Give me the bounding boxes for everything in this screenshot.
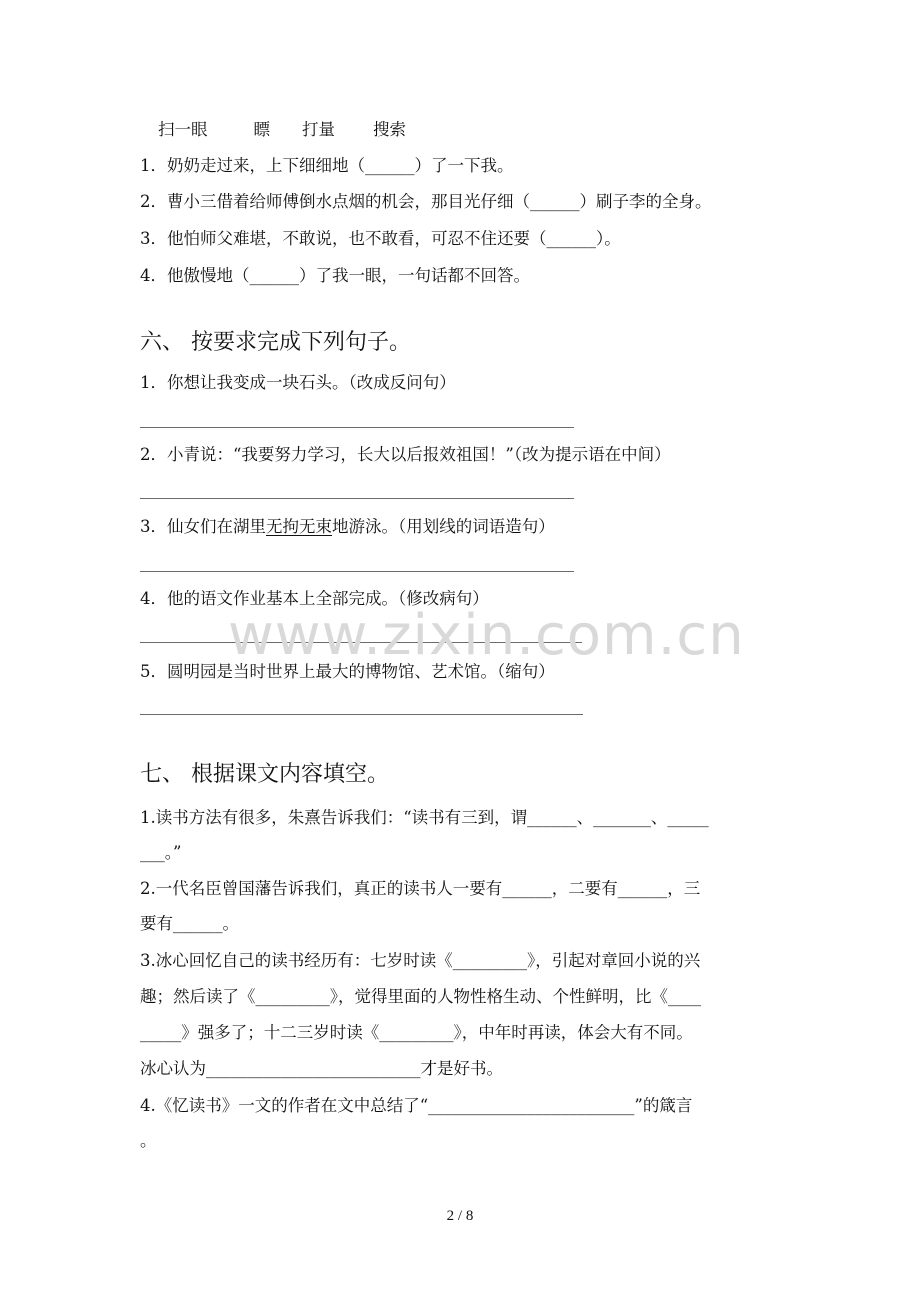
fill-word-item-1: 1．奶奶走过来，上下细细地（______）了一下我。 (140, 156, 514, 175)
s7-line: 3.冰心回忆自己的读书经历有：七岁时读《_________》，引起对章回小说的兴 (140, 951, 701, 970)
answer-line (140, 498, 574, 499)
page-number: 2 / 8 (446, 1208, 474, 1224)
s7-line: _____》强多了；十二三岁时读《_________》，中年时再读，体会大有不同。 (140, 1023, 693, 1042)
s6-q3-text: 3．仙女们在湖里 (140, 517, 266, 536)
fill-word-item-3: 3．他怕师父难堪，不敢说，也不敢看，可忍不住还要（______）。 (140, 229, 621, 248)
s7-line: 。 (140, 1131, 157, 1150)
word-bank-item: 瞟 (253, 120, 270, 139)
answer-line (140, 714, 583, 715)
fill-word-item-2: 2．曹小三借着给师傅倒水点烟的机会，那目光仔细（______）刷子李的全身。 (140, 192, 712, 211)
section-7-heading: 七、 根据课文内容填空。 (140, 762, 389, 787)
s6-question-4: 4．他的语文作业基本上全部完成。（修改病句） (140, 589, 489, 608)
s6-question-2: 2．小青说：“我要努力学习，长大以后报效祖国！”（改为提示语在中间） (140, 445, 671, 464)
word-bank (158, 120, 406, 140)
s6-q3-text: 地游泳。（用划线的词语造句） (332, 517, 555, 536)
s7-line: 冰心认为__________________________才是好书。 (140, 1059, 503, 1078)
word-bank-item: 搜索 (373, 120, 406, 139)
s7-line: ___。” (140, 843, 182, 862)
watermark: www.zixin.com.cn (228, 603, 745, 668)
s7-line: 2.一代名臣曾国藩告诉我们，真正的读书人一要有______，二要有______，三 (140, 879, 701, 898)
s7-line: 4.《忆读书》一文的作者在文中总结了“_________________________”的箴言 (140, 1096, 693, 1115)
s7-line: 趣；然后读了《_________》，觉得里面的人物性格生动、个性鲜明，比《____ (140, 987, 701, 1006)
word-bank-item: 打量 (302, 120, 335, 139)
answer-line (140, 571, 574, 572)
fill-word-item-4: 4．他傲慢地（______）了我一眼，一句话都不回答。 (140, 266, 530, 285)
s7-line: 要有______。 (140, 914, 239, 933)
word-bank-item: 扫一眼 (158, 120, 208, 139)
answer-line (140, 427, 574, 428)
s7-line: 1.读书方法有很多，朱熹告诉我们：“读书有三到，谓______、_______、_____ (140, 808, 709, 827)
s6-question-3 (140, 517, 555, 537)
underlined-word: 无拘无束 (266, 517, 332, 536)
s6-question-5: 5．圆明园是当时世界上最大的博物馆、艺术馆。（缩句） (140, 662, 555, 681)
s6-question-1: 1．你想让我变成一块石头。（改成反问句） (140, 373, 456, 392)
section-6-heading: 六、 按要求完成下列句子。 (140, 330, 411, 355)
